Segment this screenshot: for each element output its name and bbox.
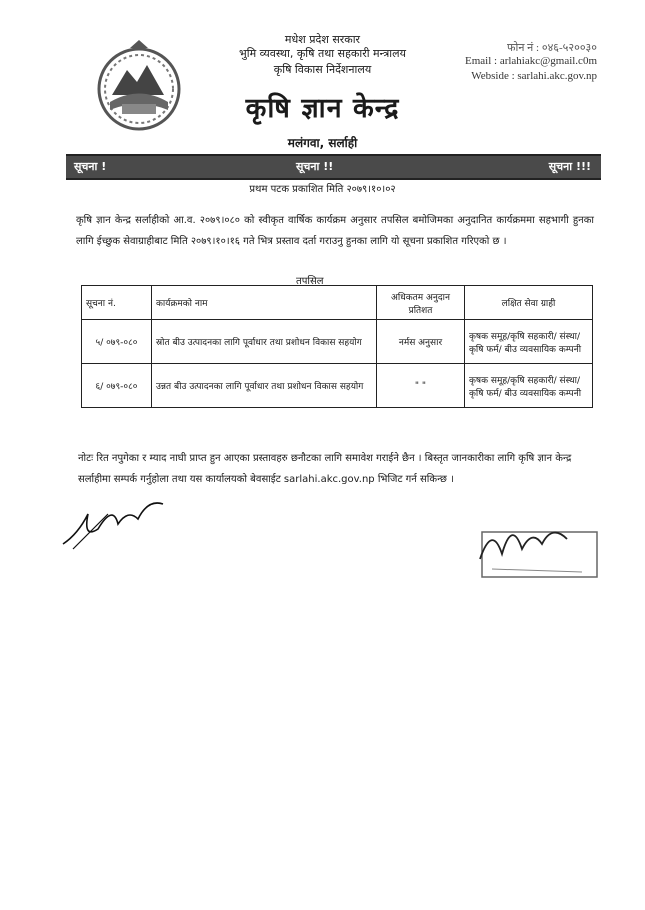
cell-notice-no: ५/ ०७९-०८० (82, 320, 152, 364)
publish-date: प्रथम पटक प्रकाशित मिति २०७९।१०।०२ (249, 184, 396, 195)
table-row (82, 320, 593, 364)
signature-left (58, 494, 168, 554)
cell-program-name: स्रोत बीउ उत्पादनका लागि पूर्वाधार तथा प्रशोधन विकास सहयोग (152, 320, 377, 364)
ministry-name: भुमि व्यवस्था, कृषि तथा सहकारी मन्त्रालय (239, 47, 406, 60)
table-row (82, 364, 593, 408)
banner-right: सूचना !!! (548, 160, 591, 173)
directorate-name: कृषि विकास निर्देशनालय (273, 63, 372, 76)
cell-program-name: उन्नत बीउ उत्पादनका लागि पूर्वाधार तथा प्रशोधन विकास सहयोग (152, 364, 377, 408)
header-target-beneficiary: लक्षित सेवा ग्राही (465, 286, 593, 320)
table-header-row (82, 286, 593, 320)
website-address: Webside : sarlahi.akc.gov.np (471, 70, 597, 82)
program-table (81, 285, 593, 408)
cell-notice-no: ६/ ०७९-०८० (82, 364, 152, 408)
header-max-grant: अधिकतम अनुदान प्रतिशत (377, 286, 465, 320)
banner-left: सूचना ! (74, 160, 107, 173)
email-address: Email : arlahiakc@gmail.c0m (465, 55, 597, 67)
cell-max-grant: " " (377, 364, 465, 408)
notice-body: कृषि ज्ञान केन्द्र सर्लाहीको आ.व. २०७९।०८० को स्वीकृत वार्षिक कार्यक्रम अनुसार तपसिल बमोजिमका अनुदानित कार्यक्रममा सहभागी हुनका लागि ईच्छुक सेवाग्राहीबाट मिति २०७९।१०।१६ गते भित्र प्रस्ताव दर्ता गराउनु हुनका लागि यो सूचना प्रकाशित गरिएको छ । (76, 215, 594, 247)
signature-stamp-right (472, 514, 602, 584)
cell-target-beneficiary: कृषक समूह/कृषि सहकारी/ संस्था/ कृषि फर्म/ बीउ व्यवसायिक कम्पनी (465, 364, 593, 408)
footnote: नोटः रित नपुगेका र म्याद नाघी प्राप्त हुन आएका प्रस्तावहरु छनौटका लागि समावेश गराईने छैन । बिस्तृत जानकारीका लागि कृषि ज्ञान केन्द्र सर्लाहीमा सम्पर्क गर्नुहोला तथा यस कार्यालयको बेवसाईट sarlahi.akc.gov.np भिजिट गर्न सकिन्छ । (78, 453, 572, 485)
notice-banner (66, 154, 601, 180)
government-name: मधेश प्रदेश सरकार (284, 33, 361, 46)
office-title: कृषि ज्ञान केन्द्र (245, 93, 400, 124)
cell-target-beneficiary: कृषक समूह/कृषि सहकारी/ संस्था/ कृषि फर्म/ बीउ व्यवसायिक कम्पनी (465, 320, 593, 364)
header-program-name: कार्यक्रमको नाम (152, 286, 377, 320)
cell-max-grant: नर्मस अनुसार (377, 320, 465, 364)
phone-number: फोन नं : ०४६-५२००३० (507, 42, 597, 54)
table-caption: तपसिल (296, 276, 324, 287)
header-notice-no: सूचना नं. (82, 286, 152, 320)
office-location: मलंगवा, सर्लाही (287, 136, 358, 150)
banner-center: सूचना !! (296, 160, 334, 173)
